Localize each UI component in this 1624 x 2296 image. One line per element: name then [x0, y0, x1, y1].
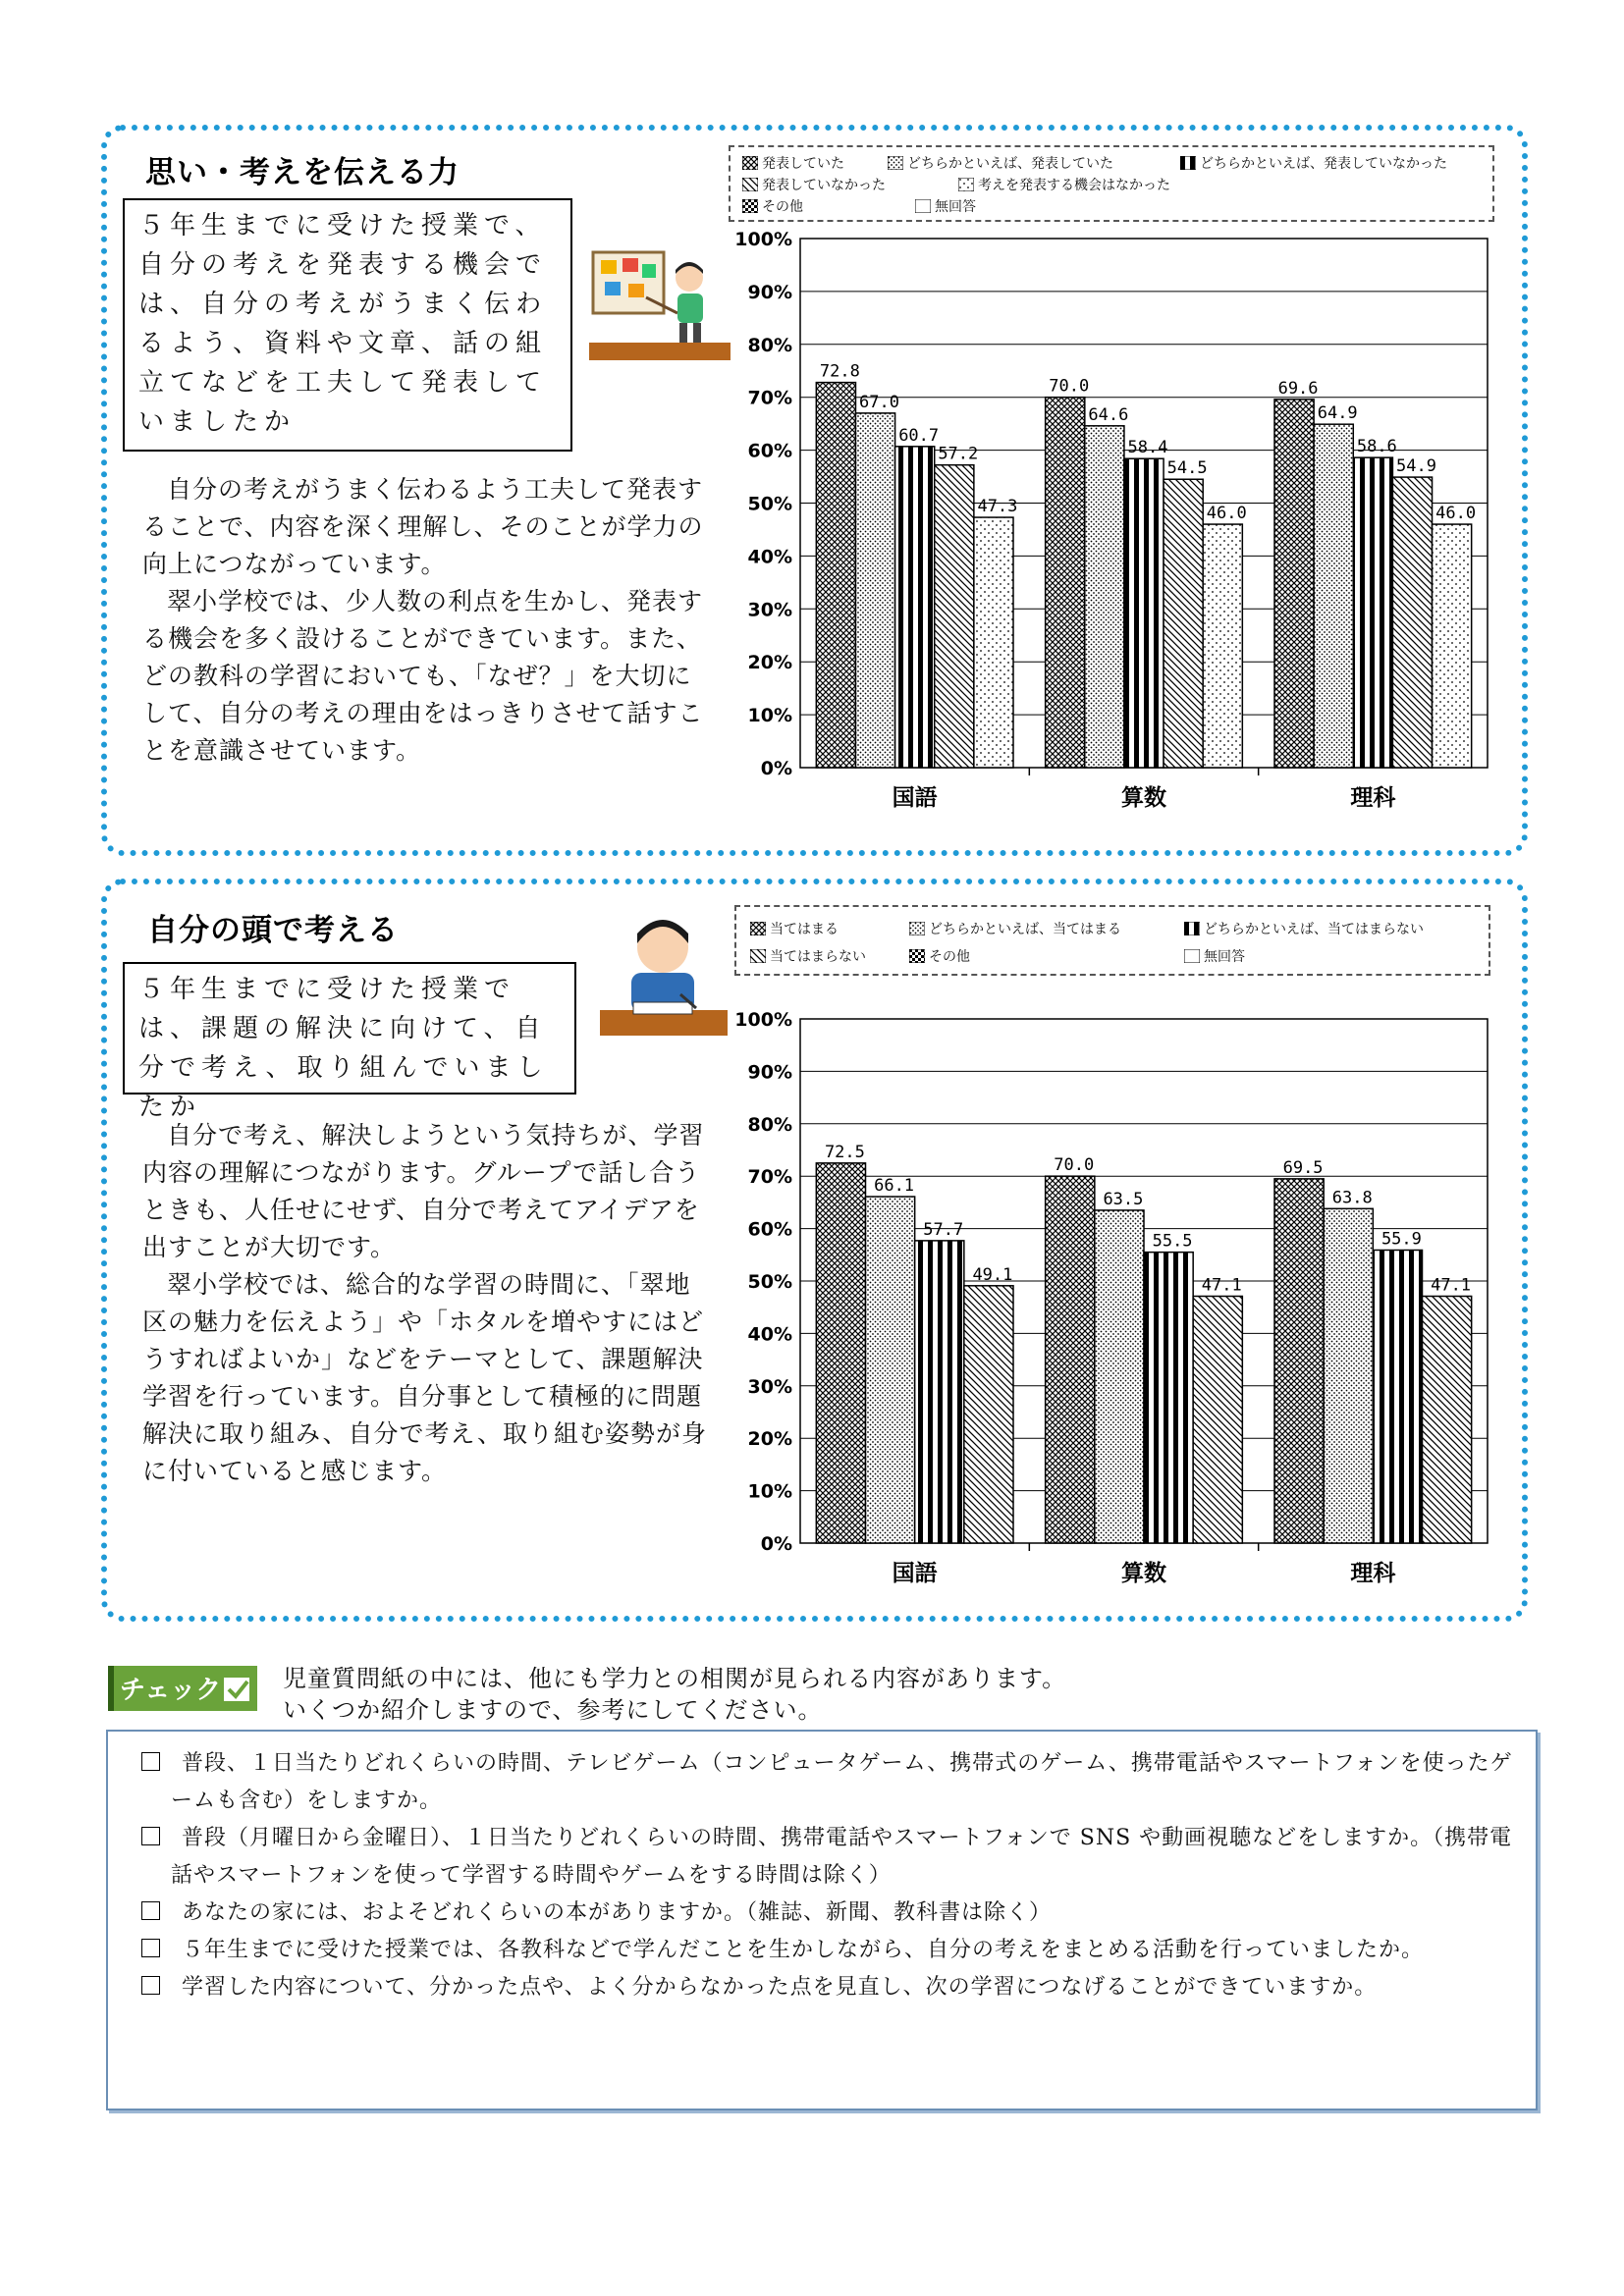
bar-sparse-dots — [974, 517, 1013, 768]
bar-vertical — [1144, 1253, 1193, 1543]
data-label: 66.1 — [874, 1176, 915, 1197]
y-tick-label: 60% — [747, 440, 792, 462]
legend-item — [909, 946, 970, 966]
legend-label: どちらかといえば、発表していた — [907, 156, 1113, 172]
check-intro-line: 児童質問紙の中には、他にも学力との相関が見られる内容があります。 — [283, 1665, 1067, 1692]
data-label: 64.9 — [1317, 403, 1358, 424]
list-item — [130, 1969, 1514, 2006]
y-tick-label: 0% — [760, 1533, 792, 1555]
section2-paragraph: 自分で考え、解決しようという気持ちが、学習内容の理解につながります。グループで話し合うときも、人任せにせず、自分で考えてアイデアを出すことが大切です。 — [142, 1121, 705, 1261]
y-tick-label: 100% — [734, 1009, 792, 1031]
data-label: 69.5 — [1282, 1157, 1324, 1178]
legend-label: どちらかといえば、当てはまらない — [1204, 922, 1424, 937]
section2-title: 自分の頭で考える — [147, 913, 399, 948]
check-intro-line: いくつか紹介しますので、参考にしてください。 — [283, 1696, 823, 1724]
data-label: 64.6 — [1088, 404, 1129, 425]
data-label: 47.1 — [1201, 1275, 1242, 1296]
y-tick-label: 90% — [747, 1061, 792, 1084]
checkbox-icon — [141, 1976, 160, 1995]
legend-label: どちらかといえば、発表していなかった — [1200, 156, 1447, 172]
y-tick-label: 100% — [734, 229, 792, 250]
list-item-text: 普段、１日当たりどれくらいの時間、テレビゲーム（コンピュータゲーム、携帯式のゲーム、携帯電話やスマートフォンを使ったゲームも含む）をしますか。 — [171, 1751, 1513, 1813]
data-label: 55.5 — [1152, 1231, 1193, 1252]
data-label: 55.9 — [1380, 1229, 1422, 1250]
legend-item — [909, 919, 1121, 938]
legend-item — [915, 196, 976, 216]
chart1-legend — [729, 145, 1494, 222]
legend-item — [1180, 153, 1447, 173]
section1-title: 思い・考えを伝える力 — [145, 155, 460, 190]
bar-sparse-dots — [1433, 524, 1472, 768]
data-label: 47.3 — [977, 497, 1018, 517]
data-label: 72.5 — [824, 1142, 865, 1162]
y-tick-label: 20% — [747, 1428, 792, 1451]
bar-vertical — [1373, 1250, 1422, 1543]
data-label: 58.4 — [1127, 438, 1168, 458]
data-label: 58.6 — [1356, 437, 1397, 457]
list-item — [130, 1745, 1514, 1820]
bar-crosshatch — [1046, 1176, 1095, 1543]
y-tick-label: 60% — [747, 1218, 792, 1241]
legend-item — [1184, 919, 1424, 938]
y-tick-label: 70% — [747, 1166, 792, 1189]
y-tick-label: 70% — [747, 387, 792, 409]
checkbox-icon — [141, 1901, 160, 1920]
legend-label: その他 — [762, 199, 803, 215]
list-item — [130, 1932, 1514, 1969]
data-label: 60.7 — [898, 425, 940, 446]
list-item-text: ５年生までに受けた授業では、各教科などで学んだことを生かしながら、自分の考えをまとめる活動を行っていましたか。 — [182, 1938, 1425, 1962]
x-tick-label: 理科 — [1350, 1561, 1396, 1586]
bar-vertical — [895, 447, 935, 768]
legend-label: その他 — [929, 949, 970, 965]
x-tick-label: 国語 — [892, 785, 938, 811]
bar-crosshatch — [816, 383, 855, 768]
list-item-text: 普段（月曜日から金曜日）、１日当たりどれくらいの時間、携帯電話やスマートフォンで SNS や動画視聴などをしますか。（携帯電話やスマートフォンを使って学習する時間やゲームをする時間は除く） — [171, 1826, 1513, 1888]
y-tick-label: 40% — [747, 1323, 792, 1346]
section1-paragraph: 自分の考えがうまく伝わるよう工夫して発表することで、内容を深く理解し、そのことが学力の向上につながっています。 — [142, 475, 704, 578]
legend-item — [750, 919, 839, 938]
section2-question: ５年生までに受けた授業では、課題の解決に向けて、自分で考え、取り組んでいましたか — [138, 975, 549, 1122]
data-label: 54.5 — [1166, 458, 1208, 479]
data-label: 57.7 — [923, 1219, 964, 1240]
bar-diagonal — [1193, 1296, 1242, 1543]
bar-crosshatch — [816, 1163, 865, 1543]
section2-paragraph: 翠小学校では、総合的な学習の時間に、「翠地区の魅力を伝えよう」や「ホタルを増やすにはどうすればよいか」などをテーマとして、課題解決学習を行っています。自分事として積極的に問題解決に取り組み、自分で考え、取り組む姿勢が身に付いていると感じます。 — [142, 1270, 708, 1485]
legend-label: どちらかといえば、当てはまる — [929, 922, 1121, 937]
bar-dots — [866, 1197, 915, 1543]
data-label: 63.8 — [1331, 1188, 1373, 1208]
chart2 — [731, 1001, 1497, 1610]
legend-label: 発表していた — [762, 156, 844, 172]
bar-diagonal — [935, 465, 974, 768]
legend-item — [888, 153, 1113, 173]
data-label: 70.0 — [1054, 1155, 1095, 1176]
bar-crosshatch — [1274, 400, 1314, 768]
data-label: 63.5 — [1103, 1189, 1144, 1209]
data-label: 69.6 — [1277, 378, 1319, 399]
bar-dots — [1095, 1210, 1144, 1543]
checkbox-icon — [141, 1939, 160, 1957]
bar-crosshatch — [1274, 1179, 1324, 1543]
data-label: 46.0 — [1206, 504, 1247, 524]
list-item-text: 学習した内容について、分かった点や、よく分からなかった点を見直し、次の学習につなげることができていますか。 — [182, 1975, 1378, 2000]
legend-item — [742, 196, 803, 216]
bar-dots — [855, 413, 894, 768]
bar-vertical — [1124, 458, 1164, 768]
bar-vertical — [1353, 457, 1392, 768]
data-label: 57.2 — [938, 444, 979, 464]
y-tick-label: 40% — [747, 546, 792, 568]
x-tick-label: 算数 — [1121, 785, 1166, 811]
bar-diagonal — [1164, 479, 1203, 768]
x-tick-label: 算数 — [1121, 1561, 1166, 1586]
check-badge-label: チェック — [120, 1676, 222, 1705]
y-tick-label: 10% — [747, 705, 792, 727]
y-tick-label: 80% — [747, 334, 792, 356]
list-item — [130, 1895, 1514, 1932]
legend-item — [958, 175, 1170, 194]
legend-label: 無回答 — [935, 199, 976, 215]
checkbox-icon — [141, 1752, 160, 1771]
bar-dots — [1324, 1208, 1373, 1543]
data-label: 54.9 — [1395, 456, 1436, 477]
chart2-legend — [734, 905, 1490, 976]
y-tick-label: 10% — [747, 1480, 792, 1503]
legend-label: 発表していなかった — [762, 178, 886, 193]
section1-body — [142, 471, 707, 770]
bar-dots — [1314, 424, 1353, 768]
y-tick-label: 0% — [760, 758, 792, 779]
data-label: 49.1 — [972, 1264, 1013, 1285]
section2-question-box — [123, 962, 576, 1122]
list-item — [130, 1820, 1514, 1895]
bar-sparse-dots — [1203, 524, 1242, 768]
x-tick-label: 国語 — [892, 1561, 938, 1586]
legend-item — [742, 153, 844, 173]
data-label: 70.0 — [1049, 376, 1090, 397]
legend-label: 無回答 — [1204, 949, 1245, 965]
section1-question: ５年生までに受けた授業で、自分の考えを発表する機会では、自分の考えがうまく伝わるよう、資料や文章、話の組立てなどを工夫して発表していましたか — [138, 211, 548, 437]
section1-paragraph: 翠小学校では、少人数の利点を生かし、発表する機会を多く設けることができています。また、どの教科の学習においても、「なぜ？」を大切にして、自分の考えの理由をはっきりさせて話すことを意識させています。 — [142, 587, 704, 765]
bar-diagonal — [964, 1286, 1013, 1543]
legend-item — [750, 946, 866, 966]
x-tick-label: 理科 — [1350, 785, 1396, 811]
y-tick-label: 80% — [747, 1113, 792, 1136]
bar-diagonal — [1392, 477, 1432, 768]
data-label: 47.1 — [1431, 1275, 1472, 1296]
question-list — [106, 1730, 1538, 2110]
y-tick-label: 30% — [747, 599, 792, 621]
checkbox-icon — [141, 1827, 160, 1845]
data-label: 67.0 — [859, 392, 900, 412]
bar-diagonal — [1423, 1296, 1472, 1543]
legend-label: 考えを発表する機会はなかった — [978, 178, 1170, 193]
y-tick-label: 20% — [747, 652, 792, 674]
legend-item — [742, 175, 886, 194]
chart1 — [731, 221, 1497, 834]
check-badge — [108, 1666, 257, 1711]
list-item-text: あなたの家には、およそどれくらいの本がありますか。（雑誌、新聞、教科書は除く） — [182, 1900, 1053, 1925]
y-tick-label: 50% — [747, 1271, 792, 1293]
check-intro — [283, 1663, 1066, 1726]
legend-label: 当てはまらない — [770, 949, 866, 965]
bar-vertical — [915, 1241, 964, 1543]
y-tick-label: 90% — [747, 281, 792, 303]
data-label: 46.0 — [1435, 504, 1477, 524]
teacher-presenting-icon — [587, 240, 734, 368]
y-tick-label: 50% — [747, 493, 792, 515]
y-tick-label: 30% — [747, 1375, 792, 1398]
legend-label: 当てはまる — [770, 922, 839, 937]
student-studying-icon — [594, 908, 733, 1047]
legend-item — [1184, 946, 1245, 966]
data-label: 72.8 — [819, 361, 860, 382]
section1-question-box — [123, 198, 572, 452]
bar-dots — [1085, 426, 1124, 768]
section2-body — [142, 1117, 707, 1490]
bar-crosshatch — [1046, 398, 1085, 768]
